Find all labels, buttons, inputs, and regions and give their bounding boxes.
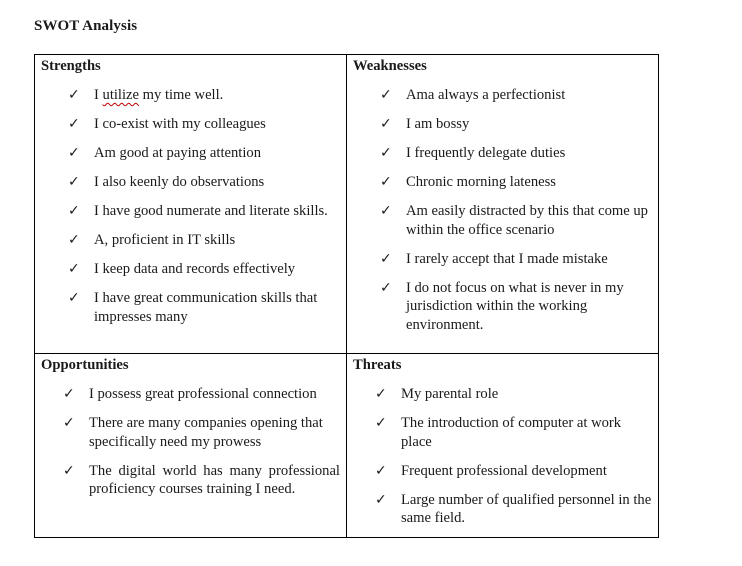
checkmark-icon: ✓ bbox=[380, 145, 392, 161]
list-item bbox=[375, 414, 652, 451]
item-text: I utilize my time well. bbox=[94, 87, 224, 103]
list-item bbox=[380, 279, 652, 335]
list-item bbox=[68, 289, 340, 326]
list-item bbox=[63, 385, 340, 404]
threats-heading: Threats bbox=[353, 357, 402, 373]
item-text: I rarely accept that I made mistake bbox=[406, 250, 608, 267]
list-item bbox=[380, 202, 652, 239]
item-text: I possess great professional connection bbox=[89, 386, 317, 402]
checkmark-icon: ✓ bbox=[63, 462, 75, 479]
opportunities-cell bbox=[35, 354, 347, 537]
item-text: Frequent professional development bbox=[401, 462, 607, 479]
item-text: I have good numerate and literate skills. bbox=[94, 203, 328, 219]
list-item bbox=[63, 462, 340, 499]
checkmark-icon: ✓ bbox=[63, 415, 75, 431]
list-item bbox=[63, 414, 340, 451]
document-title: SWOT Analysis bbox=[34, 18, 138, 34]
item-text: I also keenly do observations bbox=[94, 174, 265, 190]
weaknesses-heading: Weaknesses bbox=[353, 58, 427, 74]
list-item bbox=[68, 86, 340, 105]
weaknesses-list bbox=[380, 86, 652, 345]
list-item bbox=[68, 115, 340, 134]
strengths-heading: Strengths bbox=[41, 58, 101, 74]
list-item bbox=[375, 462, 652, 481]
checkmark-icon: ✓ bbox=[375, 462, 387, 479]
item-text: Ama always a perfectionist bbox=[406, 87, 566, 103]
list-item bbox=[68, 144, 340, 163]
item-text: I co-exist with my colleagues bbox=[94, 116, 266, 132]
list-item bbox=[380, 115, 652, 134]
item-text: The introduction of computer at work place bbox=[401, 415, 622, 450]
checkmark-icon: ✓ bbox=[380, 203, 392, 219]
strengths-cell bbox=[35, 55, 347, 354]
checkmark-icon: ✓ bbox=[68, 174, 80, 190]
checkmark-icon: ✓ bbox=[380, 116, 392, 132]
opportunities-heading: Opportunities bbox=[41, 357, 129, 373]
checkmark-icon: ✓ bbox=[68, 290, 80, 306]
list-item bbox=[68, 202, 340, 221]
item-text: Chronic morning lateness bbox=[406, 174, 556, 190]
spelling-flag: utilize bbox=[102, 87, 139, 103]
item-text: Am easily distracted by this that come up within the office scenario bbox=[406, 203, 648, 238]
checkmark-icon: ✓ bbox=[380, 279, 392, 296]
threats-list bbox=[375, 385, 652, 538]
strengths-list bbox=[68, 86, 340, 337]
swot-table bbox=[34, 54, 659, 538]
checkmark-icon: ✓ bbox=[68, 87, 80, 103]
checkmark-icon: ✓ bbox=[68, 261, 80, 277]
list-item bbox=[68, 260, 340, 279]
checkmark-icon: ✓ bbox=[380, 174, 392, 190]
item-text: Am good at paying attention bbox=[94, 145, 261, 161]
list-item bbox=[68, 173, 340, 192]
item-text: My parental role bbox=[401, 386, 499, 402]
list-item bbox=[380, 86, 652, 105]
checkmark-icon: ✓ bbox=[63, 386, 75, 402]
item-text: I do not focus on what is never in my jurisdiction within the working environment. bbox=[406, 279, 624, 333]
list-item bbox=[68, 231, 340, 250]
list-item bbox=[380, 173, 652, 192]
opportunities-list bbox=[63, 385, 340, 509]
checkmark-icon: ✓ bbox=[375, 491, 387, 508]
checkmark-icon: ✓ bbox=[375, 386, 387, 402]
item-text: Large number of qualified personnel in the same field. bbox=[401, 491, 652, 526]
checkmark-icon: ✓ bbox=[380, 250, 392, 267]
checkmark-icon: ✓ bbox=[380, 87, 392, 103]
threats-cell bbox=[347, 354, 658, 537]
item-text: The digital world has many professional proficiency courses training I need. bbox=[89, 462, 340, 497]
item-text: I frequently delegate duties bbox=[406, 145, 566, 161]
checkmark-icon: ✓ bbox=[68, 145, 80, 161]
item-text: I am bossy bbox=[406, 116, 470, 132]
checkmark-icon: ✓ bbox=[68, 232, 80, 248]
list-item bbox=[380, 144, 652, 163]
item-text: I have great communication skills that impresses many bbox=[94, 290, 318, 325]
weaknesses-cell bbox=[347, 55, 658, 354]
list-item bbox=[380, 250, 652, 269]
item-text: There are many companies opening that specifically need my prowess bbox=[89, 415, 323, 450]
checkmark-icon: ✓ bbox=[68, 116, 80, 132]
item-text: I keep data and records effectively bbox=[94, 261, 296, 277]
item-text: A, proficient in IT skills bbox=[94, 232, 236, 248]
checkmark-icon: ✓ bbox=[68, 203, 80, 219]
list-item bbox=[375, 491, 652, 528]
checkmark-icon: ✓ bbox=[375, 415, 387, 431]
list-item bbox=[375, 385, 652, 404]
